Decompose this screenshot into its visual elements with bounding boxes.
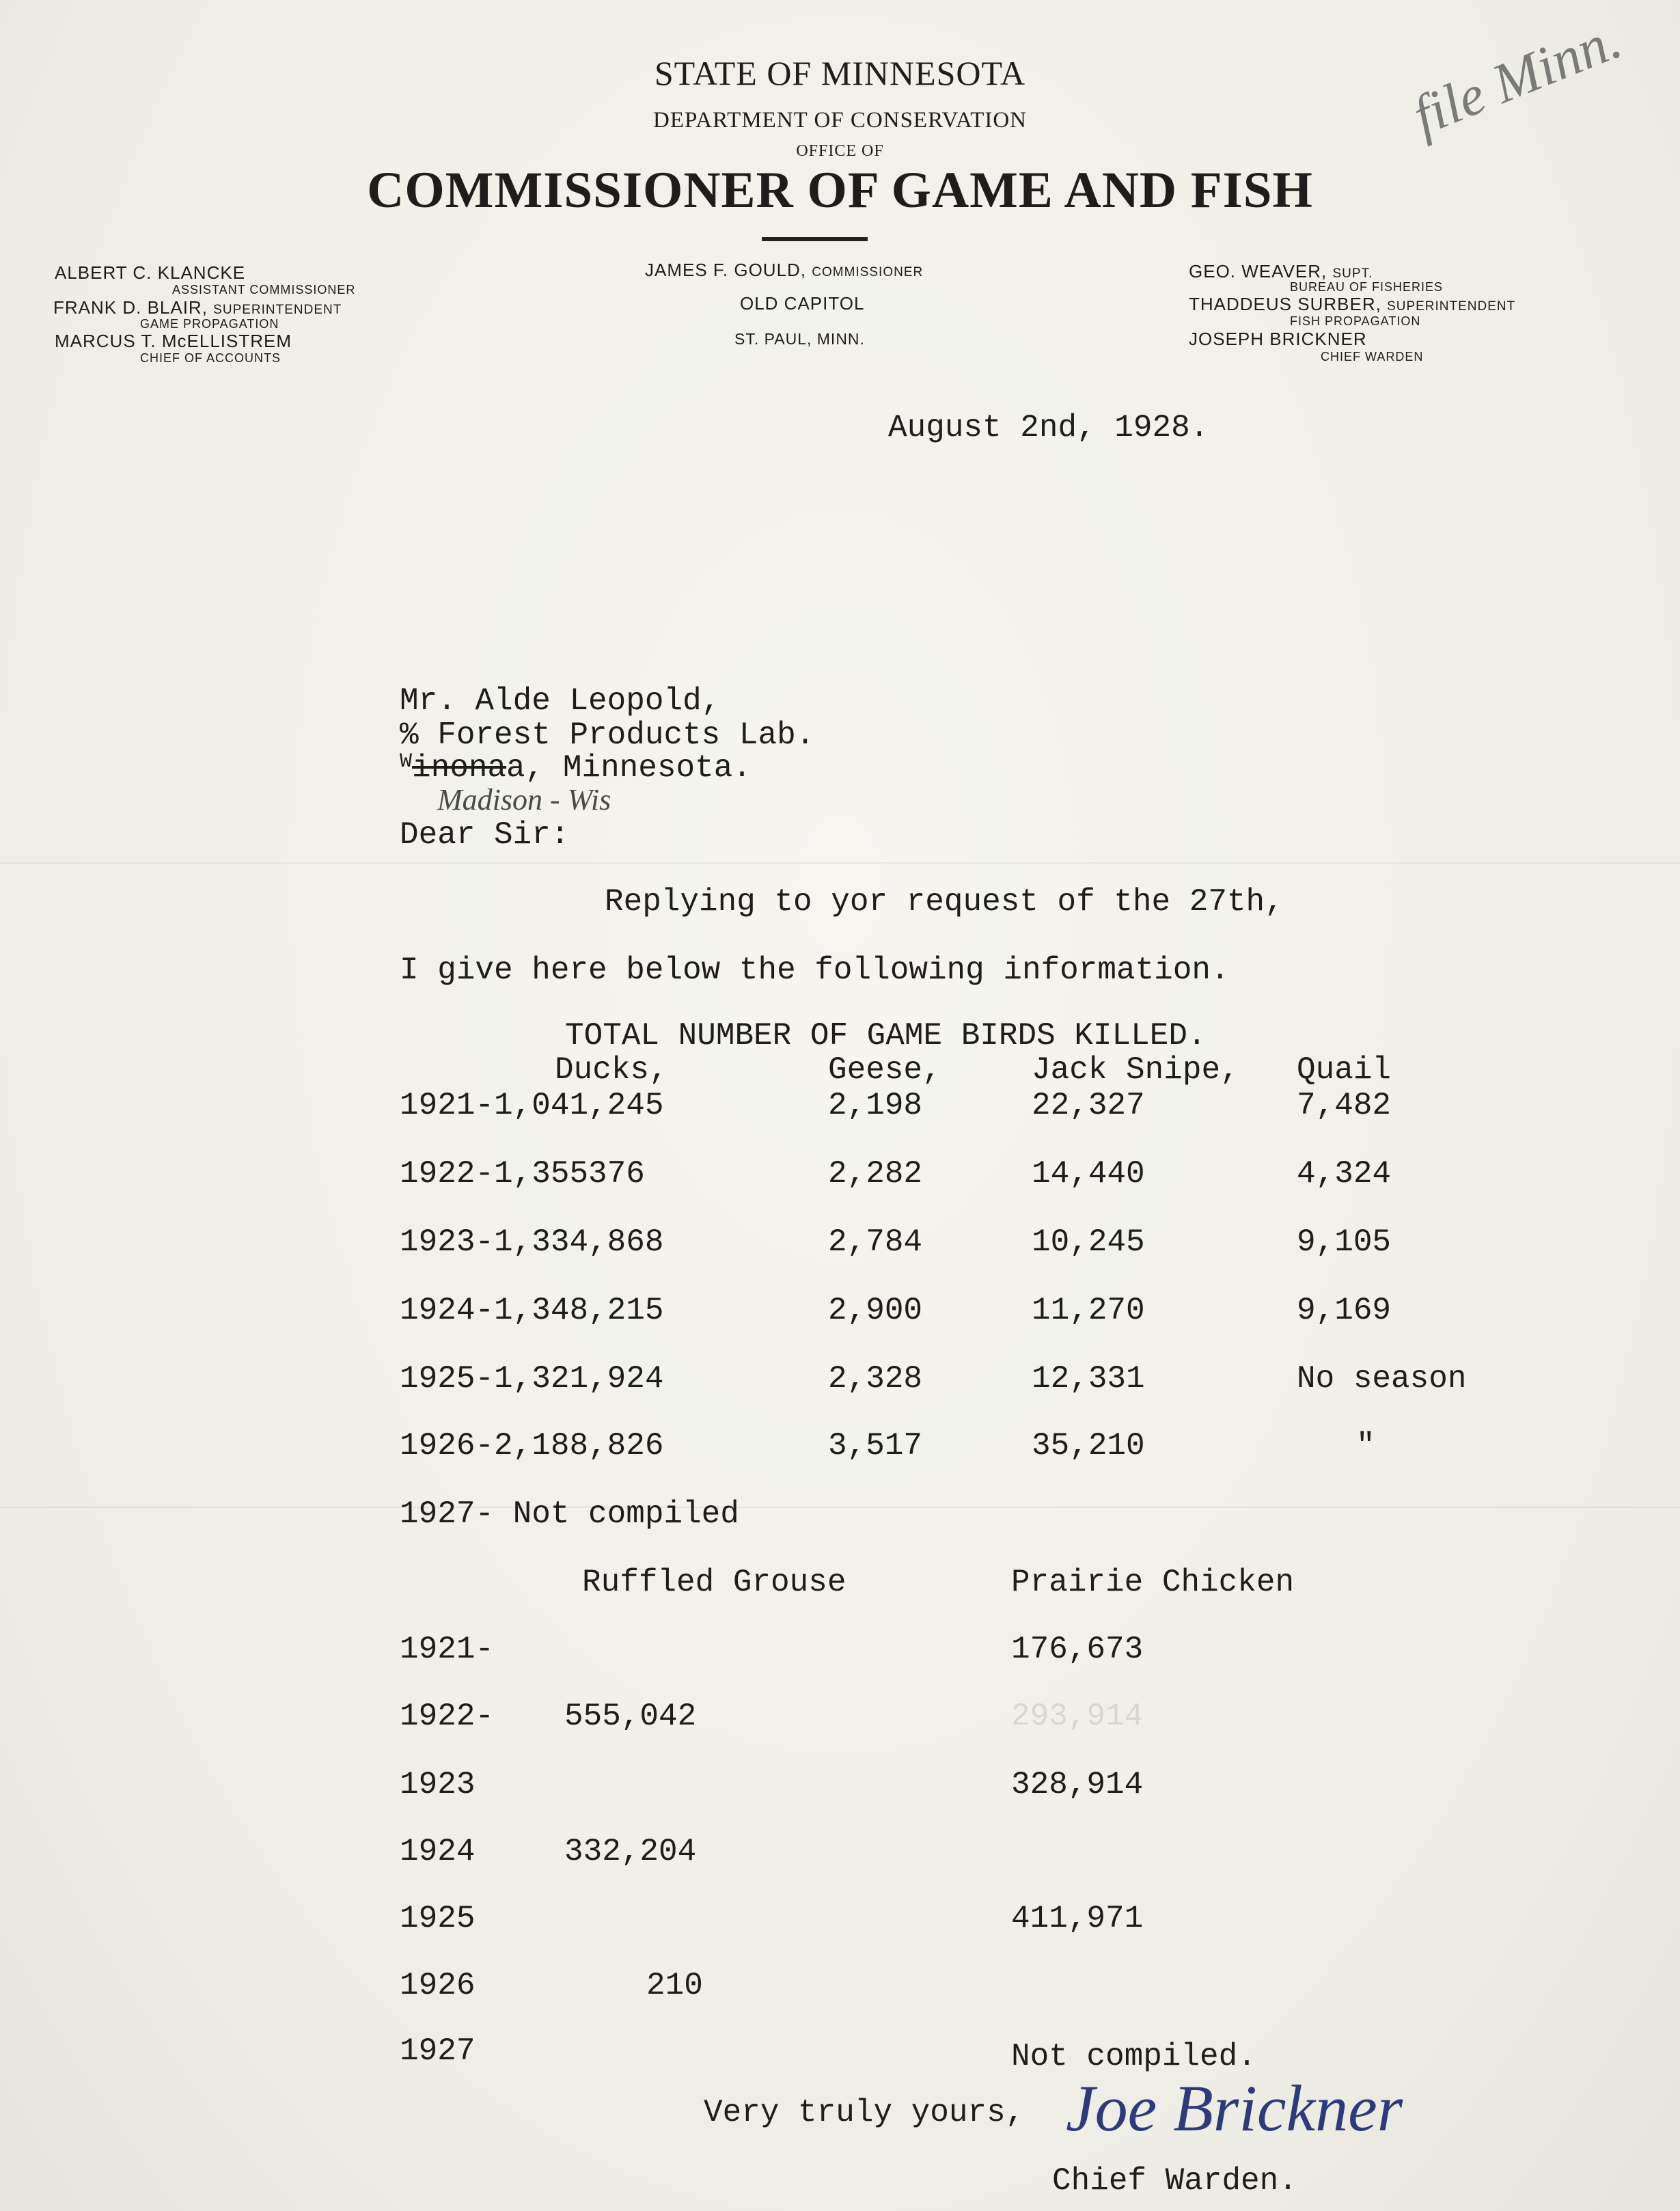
quail-value: " bbox=[1356, 1428, 1375, 1464]
year-ducks: 1921-1,041,245 bbox=[400, 1088, 664, 1123]
table1-header-snipe: Jack Snipe, bbox=[1032, 1052, 1239, 1088]
quail-value: 4,324 bbox=[1297, 1156, 1392, 1192]
staff-right-2-title: FISH PROPAGATION bbox=[1290, 314, 1421, 328]
letterhead-department: DEPARTMENT OF CONSERVATION bbox=[652, 108, 1028, 133]
table1-header-ducks: Ducks, bbox=[555, 1052, 668, 1088]
year-ducks: 1926-2,188,826 bbox=[400, 1428, 664, 1464]
grouse-value: 332,204 bbox=[564, 1834, 697, 1869]
letter-date: August 2nd, 1928. bbox=[888, 410, 1209, 445]
quail-value: 9,105 bbox=[1297, 1224, 1392, 1260]
signature: Joe Brickner bbox=[1066, 2072, 1403, 2145]
staff-center-building: OLD CAPITOL bbox=[740, 293, 865, 314]
table1-note-1927: 1927- Not compiled bbox=[400, 1496, 739, 1532]
staff-right-3-name: JOSEPH BRICKNER bbox=[1189, 329, 1367, 349]
snipe-value: 35,210 bbox=[1032, 1428, 1145, 1464]
geese-value: 2,198 bbox=[828, 1088, 923, 1123]
table1-header-geese: Geese, bbox=[828, 1052, 941, 1088]
geese-value: 2,282 bbox=[828, 1156, 923, 1192]
letterhead-office-of: OFFICE OF bbox=[796, 142, 884, 160]
year-ducks: 1925-1,321,924 bbox=[400, 1361, 664, 1397]
staff-left-1-name: ALBERT C. KLANCKE bbox=[55, 262, 246, 283]
year-ducks: 1923-1,334,868 bbox=[400, 1224, 664, 1260]
staff-center-city: ST. PAUL, MINN. bbox=[734, 330, 865, 348]
staff-left-3-name: MARCUS T. McELLISTREM bbox=[55, 331, 292, 351]
address-line-3: $^W$inonaa, Minnesota. bbox=[400, 750, 752, 786]
address-line-2: % Forest Products Lab. bbox=[400, 717, 815, 753]
salutation: Dear Sir: bbox=[400, 817, 570, 853]
year: 1924 bbox=[400, 1834, 476, 1869]
table2-header-chicken: Prairie Chicken bbox=[1011, 1565, 1295, 1600]
closing: Very truly yours, bbox=[704, 2095, 1025, 2130]
geese-value: 2,328 bbox=[828, 1361, 923, 1397]
quail-value: 7,482 bbox=[1297, 1088, 1392, 1123]
staff-right-3-title: CHIEF WARDEN bbox=[1321, 350, 1424, 363]
geese-value: 2,784 bbox=[828, 1224, 923, 1260]
letterhead-state: STATE OF MINNESOTA bbox=[654, 54, 1026, 92]
chicken-value: 411,971 bbox=[1011, 1901, 1144, 1936]
year: 1922- bbox=[400, 1699, 495, 1734]
staff-left-2-title: GAME PROPAGATION bbox=[140, 317, 279, 331]
year-ducks: 1922-1,355376 bbox=[400, 1156, 645, 1192]
snipe-value: 12,331 bbox=[1032, 1361, 1145, 1397]
staff-right-2-name: THADDEUS SURBER, SUPERINTENDENT bbox=[1189, 294, 1516, 314]
staff-right-1-title: BUREAU OF FISHERIES bbox=[1290, 280, 1444, 294]
signer-title: Chief Warden. bbox=[1052, 2163, 1297, 2199]
staff-left-2-name: FRANK D. BLAIR, SUPERINTENDENT bbox=[53, 297, 342, 318]
chicken-value: Not compiled. bbox=[1011, 2039, 1256, 2074]
body-line-1: Replying to yor request of the 27th, bbox=[605, 884, 1284, 920]
table1-title: TOTAL NUMBER OF GAME BIRDS KILLED. bbox=[565, 1018, 1207, 1054]
staff-left-3-title: CHIEF OF ACCOUNTS bbox=[140, 351, 281, 365]
year: 1927 bbox=[400, 2033, 476, 2069]
table1-header-quail: Quail bbox=[1297, 1052, 1392, 1088]
staff-left-1-title: ASSISTANT COMMISSIONER bbox=[172, 283, 356, 297]
letterhead-office-title: COMMISSIONER OF GAME AND FISH bbox=[367, 162, 1313, 219]
staff-center-name: JAMES F. GOULD, COMMISSIONER bbox=[645, 260, 924, 280]
snipe-value: 11,270 bbox=[1032, 1293, 1145, 1328]
geese-value: 2,900 bbox=[828, 1293, 923, 1328]
address-line-1: Mr. Alde Leopold, bbox=[400, 683, 721, 719]
year: 1925 bbox=[400, 1901, 476, 1936]
chicken-value: 176,673 bbox=[1011, 1632, 1144, 1667]
table2-header-grouse: Ruffled Grouse bbox=[582, 1565, 846, 1600]
year: 1921- bbox=[400, 1632, 495, 1667]
geese-value: 3,517 bbox=[828, 1428, 923, 1464]
handwritten-margin-note: file Minn. bbox=[1404, 8, 1630, 148]
year: 1926 bbox=[400, 1968, 476, 2003]
fold-line bbox=[0, 862, 1680, 864]
grouse-value: 210 bbox=[646, 1968, 703, 2003]
chicken-value: 328,914 bbox=[1011, 1767, 1144, 1802]
quail-value: 9,169 bbox=[1297, 1293, 1392, 1328]
chicken-faint-value: 293,914 bbox=[1011, 1699, 1144, 1734]
snipe-value: 14,440 bbox=[1032, 1156, 1145, 1192]
year: 1923 bbox=[400, 1767, 476, 1802]
quail-value: No season bbox=[1297, 1361, 1467, 1397]
grouse-value: 555,042 bbox=[564, 1699, 697, 1734]
body-line-2: I give here below the following information. bbox=[400, 952, 1230, 988]
snipe-value: 10,245 bbox=[1032, 1224, 1145, 1260]
snipe-value: 22,327 bbox=[1032, 1088, 1145, 1123]
fold-line bbox=[0, 1507, 1680, 1508]
handwritten-address-correction: Madison - Wis bbox=[437, 783, 611, 816]
year-ducks: 1924-1,348,215 bbox=[400, 1293, 664, 1328]
letterhead-rule bbox=[762, 237, 868, 241]
staff-right-1-name: GEO. WEAVER, SUPT. bbox=[1189, 261, 1373, 281]
